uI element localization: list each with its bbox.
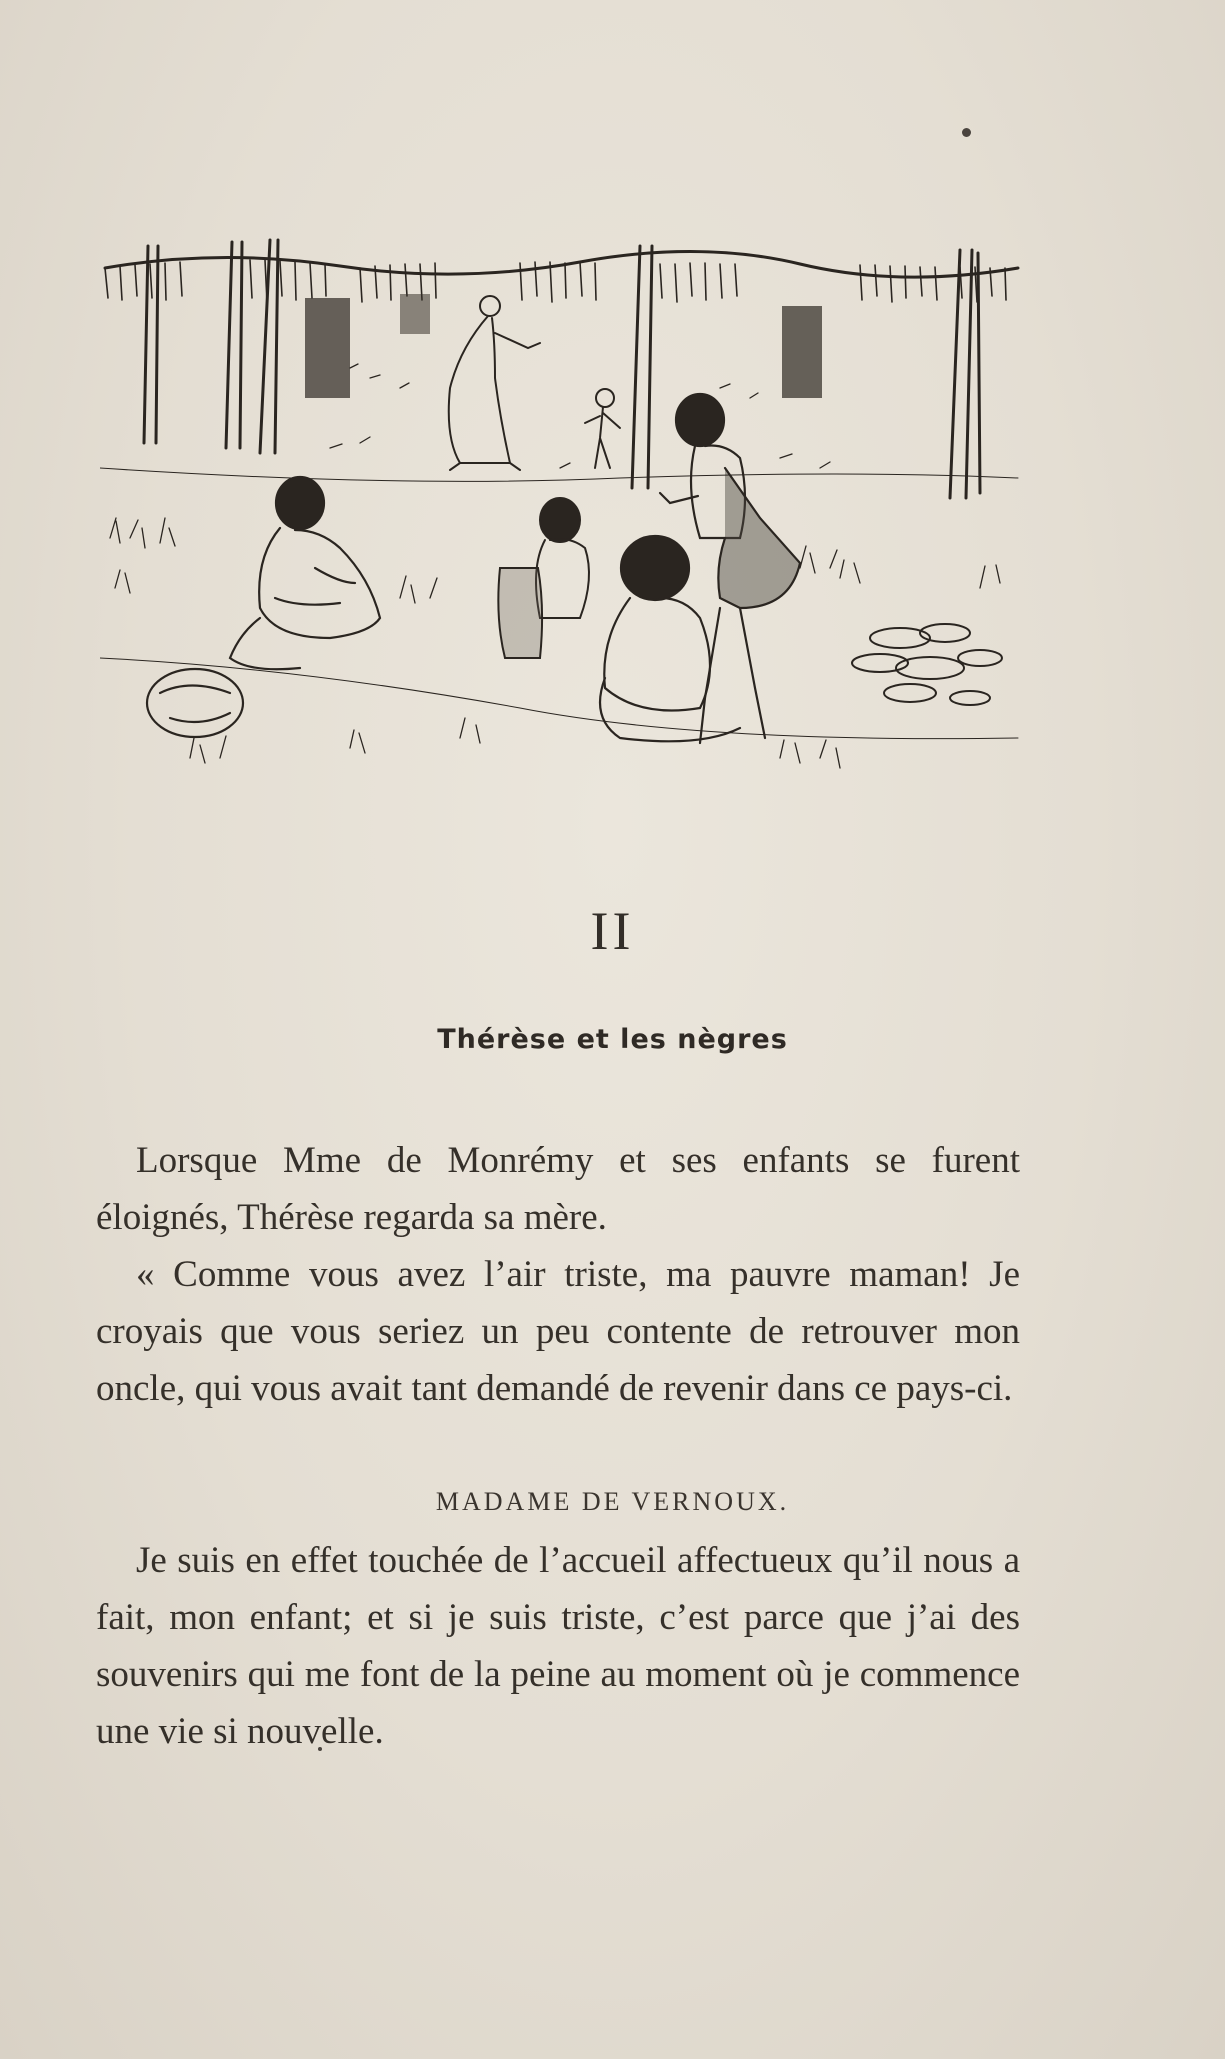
body-paragraph: Lorsque Mme de Monrémy et ses enfants se furent éloignés, Thérèse regarda sa mère. (96, 1140, 1020, 1238)
village-scene-icon (100, 238, 1022, 786)
body-paragraph: « Comme vous avez l’air triste, ma pauvre maman! Je croyais que vous seriez un peu contente de retrouver mon oncle, qui vous avait tant demandé de revenir dans ce pays-ci. (96, 1254, 1020, 1409)
body-paragraph: Je suis en effet touchée de l’accueil affectueux qu’il nous a fait, mon enfant; et si je suis triste, c’est parce que j’ai des souvenirs qui me font de la peine au moment où je commence une vie si nouvelle. (96, 1540, 1020, 1752)
speaker-name: MADAME DE VERNOUX. (435, 1487, 790, 1516)
chapter-illustration (100, 238, 1022, 786)
paragraph-block (96, 1132, 1020, 1246)
chapter-title: Thérèse et les nègres (437, 1024, 788, 1055)
ink-speck (962, 128, 971, 137)
paragraph-block (96, 1532, 1020, 1760)
chapter-number: II (590, 901, 635, 961)
paragraph-block (96, 1246, 1020, 1417)
